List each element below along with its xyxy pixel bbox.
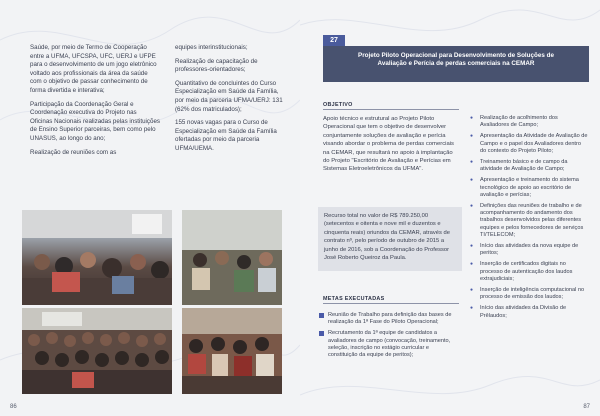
funding-text: Recurso total no valor de R$ 789.250,00 (setecentos e oitenta e nove mil e duzentos e cinquenta reais) oriundos da CEMAR, através de contrato nº, pelo período de outubro de 2015 a junho de 2016, sob a Coordenação do Professor José Roberto Queiroz da Paula. <box>324 213 450 262</box>
activity-item: ● Inserção de inteligência computacional no processo de emissão dos laudos; <box>470 287 588 301</box>
objective-heading: OBJETIVO <box>323 102 459 110</box>
paragraph-meetings: Realização de reuniões com as <box>30 148 117 156</box>
paragraph-game-cooperation: Saúde, por meio de Termo de Cooperação entre a UFMA, UFCSPA, UFC, UERJ e UFPE para o desenvolvimento de um jogo eletrônico voltado aos profissionais da área da saúde com o objetivo de passar conhecimento de forma divertida e interativa; <box>30 44 157 94</box>
activity-item: ● Treinamento básico e de campo da atividade de Avaliação de Campo; <box>470 159 588 173</box>
photo-seated-participants <box>182 308 282 394</box>
goals-heading: METAS EXECUTADAS <box>323 296 459 304</box>
photo-auditorium-crowd <box>22 308 172 394</box>
activity-item: ● Início das atividades da nova equipe de peritos; <box>470 243 588 257</box>
left-column-1 <box>30 44 160 162</box>
objective-text: Apoio técnico e estrutural ao Projeto Piloto Operacional que tem o objetivo de desenvolver conjuntamente soluções de avaliação e perícia visando abordar o problema de perdas comerciais na CEMAR, que resultará no apoio à implantação do Projeto "Escritório de Avaliação e Perícias em Sistemas Eletroeletrônicos da UFMA". <box>323 116 454 173</box>
photo-workshop-audience <box>22 210 172 305</box>
paragraph-interinstitutional: equipes interinstitucionais; <box>175 44 248 51</box>
activity-item: ● Inserção de certificados digitais no processo de autenticação dos laudos extrajudiciais; <box>470 261 588 283</box>
photo-meeting-room <box>182 210 282 305</box>
activity-item: ● Apresentação da Atividade de Avaliação de Campo e o papel dos Avaliadores dentro do contexto do Projeto Piloto; <box>470 133 588 155</box>
chapter-number: 27 <box>323 35 345 46</box>
paragraph-new-vacancies: 155 novas vagas para o Curso de Especialização em Saúde da Família ofertadas por meio da parceria UFMA/UEMA. <box>175 119 277 152</box>
project-title: Projeto Piloto Operacional para Desenvolvimento de Soluções de Avaliação e Perícia de perdas comerciais na CEMAR <box>323 46 589 82</box>
paragraph-training: Realização de capacitação de professores-orientadores; <box>175 57 258 74</box>
page-number-left: 86 <box>10 404 17 410</box>
paragraph-coordination: Participação da Coordenação Geral e Coordenação executiva do Projeto nas Oficinas Nacionais realizadas pelas instituições de Ensino Superior parceiras, bem como pelo UNASUS, ao longo do ano; <box>30 100 161 142</box>
activities-list <box>470 115 588 324</box>
activity-item: ● Início das atividades da Divisão de Prêlaudos; <box>470 305 588 319</box>
activity-item: ● Definições das reuniões de trabalho e de acompanhamento do andamento dos trabalhos desenvolvidos pelas diferentes equipes e pelos fornecedores de serviços TI/TELECOM; <box>470 203 588 239</box>
goal-item: Reunião de Trabalho para definição das bases de realização da 1ª Fase do Piloto Operacional; <box>318 312 460 326</box>
goal-item: Recrutamento da 1ª equipe de candidatos a avaliadores de campo (convocação, treinamento, seleção, inscrição no estágio curricular e constituição da equipe de peritos); <box>318 330 460 359</box>
goals-list <box>318 312 460 363</box>
page-number-right: 87 <box>583 404 590 410</box>
activity-item: ● Realização de acolhimento dos Avaliadores de Campo; <box>470 115 588 129</box>
left-column-2 <box>175 44 285 159</box>
paragraph-graduates: Quantitativo de concluintes do Curso Especialização em Saúde da Família, por meio da parceria UFMA/UERJ: 131 (62% dos matriculados); <box>175 79 283 113</box>
activity-item: ● Apresentação e treinamento do sistema tecnológico de apoio ao escritório de avaliação e perícias; <box>470 177 588 199</box>
